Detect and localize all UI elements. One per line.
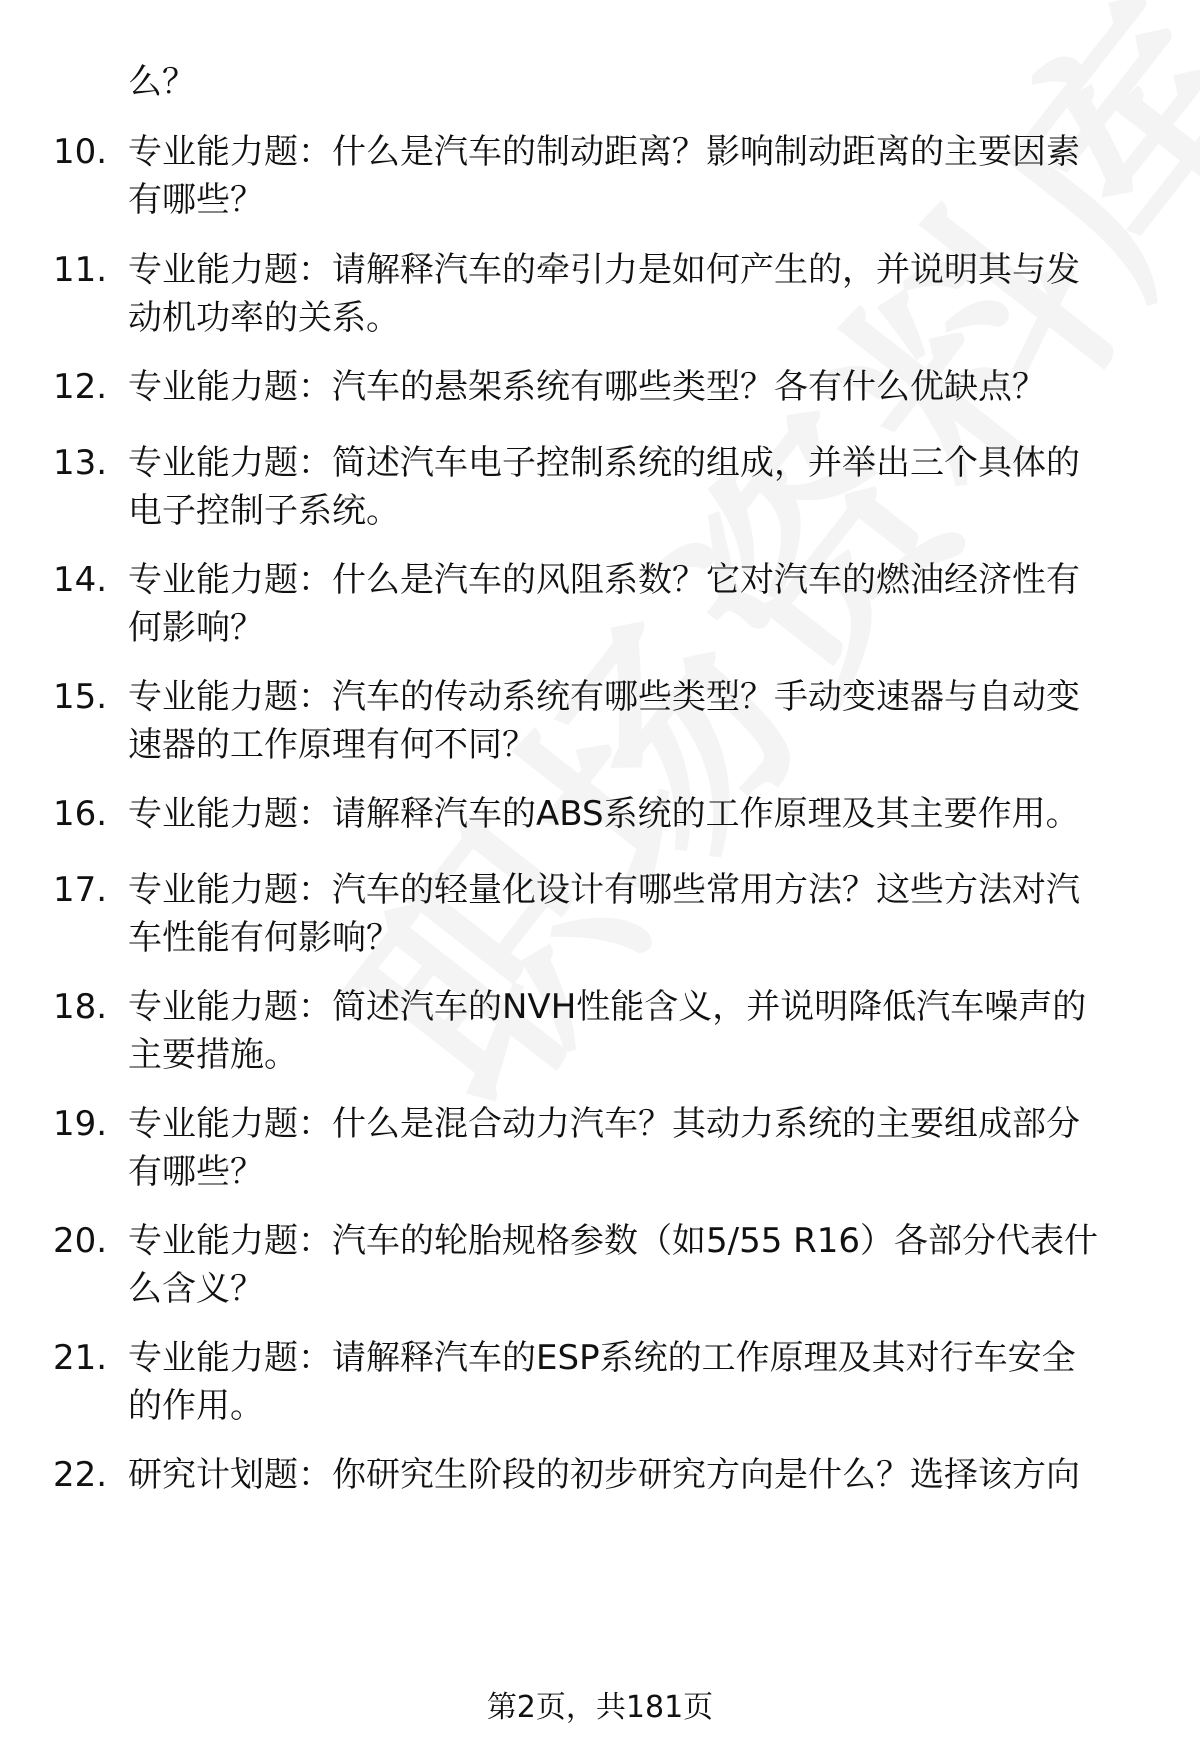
- question-text: [128, 128, 1148, 224]
- question-text: [128, 1100, 1148, 1196]
- question-line: 电子控制子系统。: [128, 491, 400, 531]
- question-number: 21.: [53, 1338, 108, 1378]
- question-line: 研究计划题：你研究生阶段的初步研究方向是什么？选择该方向: [128, 1455, 1080, 1495]
- question-number: 15.: [53, 677, 108, 717]
- question-text: [128, 58, 1148, 106]
- question-text: [128, 1451, 1148, 1499]
- question-line: 的作用。: [128, 1386, 264, 1426]
- question-text: [128, 363, 1148, 411]
- question-number: 22.: [53, 1455, 108, 1495]
- question-number: 17.: [53, 870, 108, 910]
- question-line: 专业能力题：请解释汽车的ABS系统的工作原理及其主要作用。: [128, 794, 1080, 834]
- question-line: 专业能力题：什么是汽车的制动距离？影响制动距离的主要因素: [128, 132, 1080, 172]
- question-text: [128, 983, 1148, 1079]
- question-text: [128, 439, 1148, 535]
- question-number: 11.: [53, 250, 108, 290]
- question-number: 10.: [53, 132, 108, 172]
- question-line: 专业能力题：汽车的轮胎规格参数（如5/55 R16）各部分代表什: [128, 1221, 1099, 1261]
- question-line: 么？: [128, 62, 196, 102]
- question-number: 18.: [53, 987, 108, 1027]
- question-number: 20.: [53, 1221, 108, 1261]
- question-line: 专业能力题：什么是混合动力汽车？其动力系统的主要组成部分: [128, 1104, 1080, 1144]
- question-number: 16.: [53, 794, 108, 834]
- question-line: 专业能力题：请解释汽车的ESP系统的工作原理及其对行车安全: [128, 1338, 1076, 1378]
- question-text: [128, 246, 1148, 342]
- page-footer: 第2页，共181页: [486, 1690, 714, 1725]
- question-number: 14.: [53, 560, 108, 600]
- question-line: 车性能有何影响？: [128, 918, 400, 958]
- question-line: 专业能力题：什么是汽车的风阻系数？它对汽车的燃油经济性有: [128, 560, 1080, 600]
- question-line: 速器的工作原理有何不同？: [128, 725, 536, 765]
- question-line: 主要措施。: [128, 1035, 298, 1075]
- question-text: [128, 673, 1148, 769]
- question-line: 有哪些？: [128, 1152, 264, 1192]
- question-number: 13.: [53, 443, 108, 483]
- question-line: 何影响？: [128, 608, 264, 648]
- question-line: 动机功率的关系。: [128, 298, 400, 338]
- question-number: 19.: [53, 1104, 108, 1144]
- question-line: 专业能力题：汽车的传动系统有哪些类型？手动变速器与自动变: [128, 677, 1080, 717]
- question-line: 专业能力题：简述汽车电子控制系统的组成，并举出三个具体的: [128, 443, 1080, 483]
- question-text: [128, 556, 1148, 652]
- question-line: 专业能力题：汽车的轻量化设计有哪些常用方法？这些方法对汽: [128, 870, 1080, 910]
- question-line: 专业能力题：汽车的悬架系统有哪些类型？各有什么优缺点？: [128, 367, 1046, 407]
- question-text: [128, 1217, 1148, 1313]
- question-text: [128, 866, 1148, 962]
- question-line: 有哪些？: [128, 180, 264, 220]
- question-text: [128, 790, 1148, 838]
- question-number: 12.: [53, 367, 108, 407]
- question-text: [128, 1334, 1148, 1430]
- question-line: 专业能力题：简述汽车的NVH性能含义，并说明降低汽车噪声的: [128, 987, 1087, 1027]
- question-line: 么含义？: [128, 1269, 264, 1309]
- question-line: 专业能力题：请解释汽车的牵引力是如何产生的，并说明其与发: [128, 250, 1080, 290]
